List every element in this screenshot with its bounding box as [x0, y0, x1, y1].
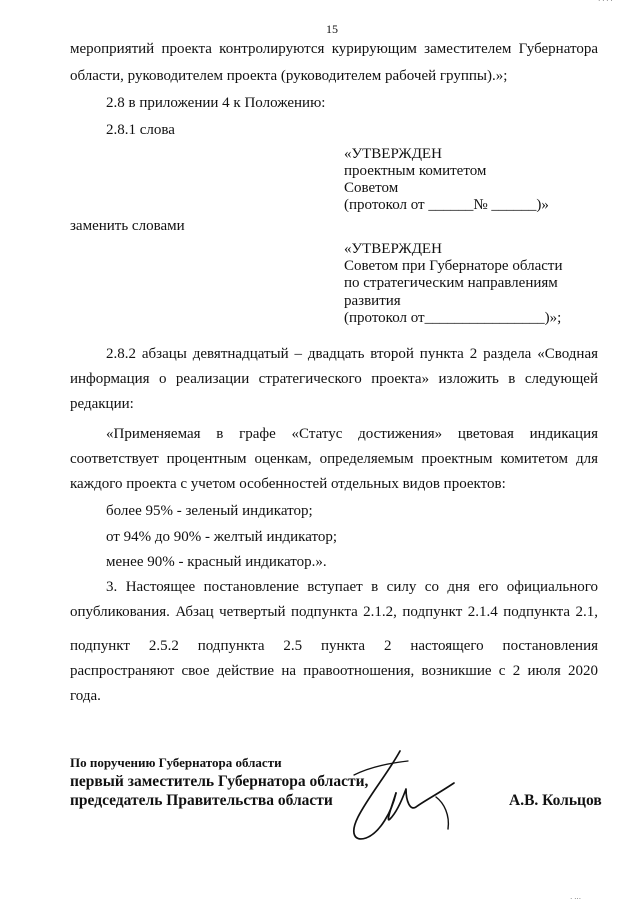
approved-new-line: по стратегическим направлениям [344, 275, 558, 291]
quote-line: каждого проекта с учетом особенностей отдельных видов проектов: [70, 476, 506, 492]
corner-mark: · · · · [598, 0, 613, 5]
approved-new-protocol: (протокол от________________)»; [344, 310, 562, 326]
paragraph-line: опубликования. Абзац четвертый подпункта 2.1.2, подпункт 2.1.4 подпункта 2.1, [70, 604, 598, 620]
approved-old-title: «УТВЕРЖДЕН [344, 146, 442, 162]
paragraph-line: распространяют свое действие на правоотношения, возникшие с 2 июля 2020 [70, 663, 598, 679]
paragraph-line: мероприятий проекта контролируются курирующим заместителем Губернатора [70, 41, 598, 57]
footer-mark: · ··· [570, 895, 582, 903]
paragraph-line: области, руководителем проекта (руководителем рабочей группы).»; [70, 68, 508, 84]
handwritten-signature [340, 745, 470, 850]
approved-old-line: Советом [344, 180, 399, 196]
quote-line: «Применяемая в графе «Статус достижения» цветовая индикация [106, 426, 598, 442]
paragraph-line: подпункт 2.5.2 подпункта 2.5 пункта 2 настоящего постановления [70, 638, 598, 654]
signatory-position: председатель Правительства области [70, 792, 333, 809]
page-number: 15 [326, 22, 338, 36]
signatory-position: первый заместитель Губернатора области, [70, 773, 369, 790]
paragraph-line: 3. Настоящее постановление вступает в силу со дня его официального [106, 579, 598, 595]
paragraph-line: информация о реализации стратегического проекта» изложить в следующей [70, 371, 598, 387]
approved-new-title: «УТВЕРЖДЕН [344, 241, 442, 257]
paragraph-line: редакции: [70, 396, 134, 412]
paragraph-line: 2.8.2 абзацы девятнадцатый – двадцать второй пункта 2 раздела «Сводная [106, 346, 598, 362]
approved-new-line: развития [344, 293, 401, 309]
item-2-8: 2.8 в приложении 4 к Положению: [106, 95, 326, 111]
paragraph-line: года. [70, 688, 101, 704]
item-2-8-1: 2.8.1 слова [106, 122, 175, 138]
rating-item-yellow: от 94% до 90% - желтый индикатор; [106, 529, 338, 545]
signatory-name: А.В. Кольцов [509, 792, 602, 809]
on-behalf-text: По поручению Губернатора области [70, 755, 282, 770]
replace-with-text: заменить словами [70, 218, 185, 234]
approved-new-line: Советом при Губернаторе области [344, 258, 563, 274]
rating-item-green: более 95% - зеленый индикатор; [106, 503, 313, 519]
rating-item-red: менее 90% - красный индикатор.». [106, 554, 327, 570]
quote-line: соответствует процентным оценкам, определяемым проектным комитетом для [70, 451, 598, 467]
approved-old-protocol: (протокол от ______№ ______)» [344, 197, 549, 213]
approved-old-line: проектным комитетом [344, 163, 487, 179]
